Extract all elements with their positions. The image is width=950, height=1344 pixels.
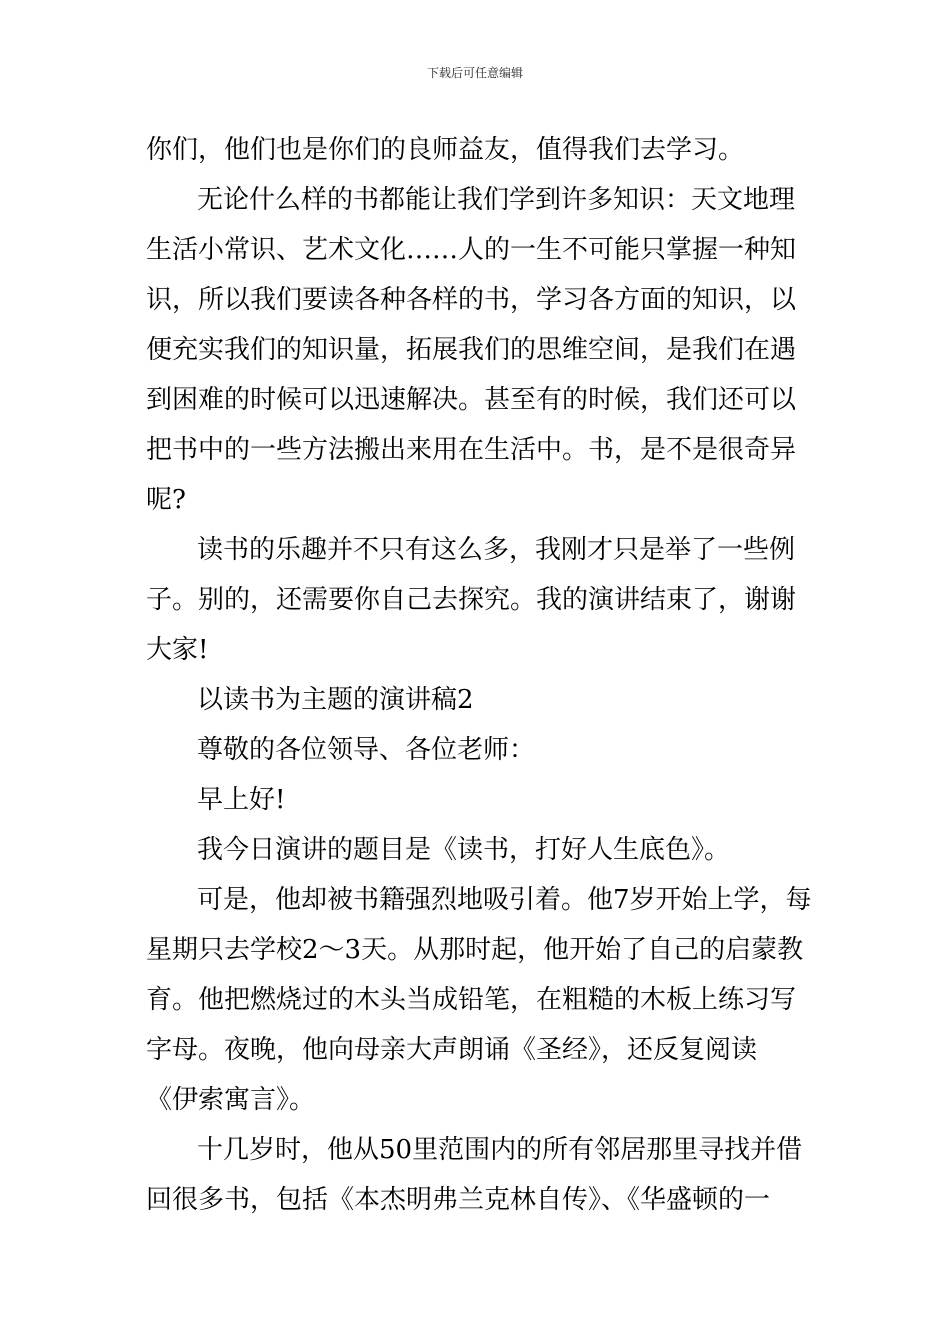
text-line: 读书的乐趣并不只有这么多，我刚才只是举了一些例 <box>197 535 796 565</box>
text-line: 回很多书，包括《本杰明弗兰克林自传》、《华盛顿的一 <box>146 1185 771 1215</box>
text-line: 十几岁时，他从50里范围内的所有邻居那里寻找并借 <box>197 1135 803 1165</box>
salutation: 尊敬的各位领导、各位老师： <box>197 735 536 765</box>
document-body <box>146 125 810 1225</box>
text-line: 到困难的时候可以迅速解决。甚至有的时候，我们还可以 <box>146 385 797 415</box>
text-line: 识，所以我们要读各种各样的书，学习各方面的知识，以 <box>146 285 797 315</box>
text-line: 把书中的一些方法搬出来用在生活中。书，是不是很奇异 <box>146 435 797 465</box>
text-line: 大家! <box>146 635 209 665</box>
text-line: 字母。夜晚，他向母亲大声朗诵《圣经》，还反复阅读 <box>146 1035 758 1065</box>
text-line: 你们，他们也是你们的良师益友，值得我们去学习。 <box>146 135 745 165</box>
text-line: 生活小常识、艺术文化……人的一生不可能只掌握一种知 <box>146 235 797 265</box>
text-line: 呢? <box>146 485 186 515</box>
text-line: 便充实我们的知识量，拓展我们的思维空间，是我们在遇 <box>146 335 797 365</box>
section-title: 以读书为主题的演讲稿2 <box>197 685 474 715</box>
text-line: 子。别的，还需要你自己去探究。我的演讲结束了，谢谢 <box>146 585 797 615</box>
page-header-note: 下载后可任意编辑 <box>426 66 523 80</box>
text-line: 我今日演讲的题目是《读书，打好人生底色》。 <box>197 835 731 865</box>
text-line: 星期只去学校2～3天。从那时起，他开始了自己的启蒙教 <box>146 935 804 965</box>
text-line: 可是，他却被书籍强烈地吸引着。他7岁开始上学，每 <box>197 885 812 915</box>
greeting: 早上好! <box>197 785 286 815</box>
text-line: 《伊索寓言》。 <box>146 1085 316 1115</box>
text-line: 育。他把燃烧过的木头当成铅笔，在粗糙的木板上练习写 <box>146 985 797 1015</box>
text-line: 无论什么样的书都能让我们学到许多知识：天文地理 <box>197 185 796 215</box>
